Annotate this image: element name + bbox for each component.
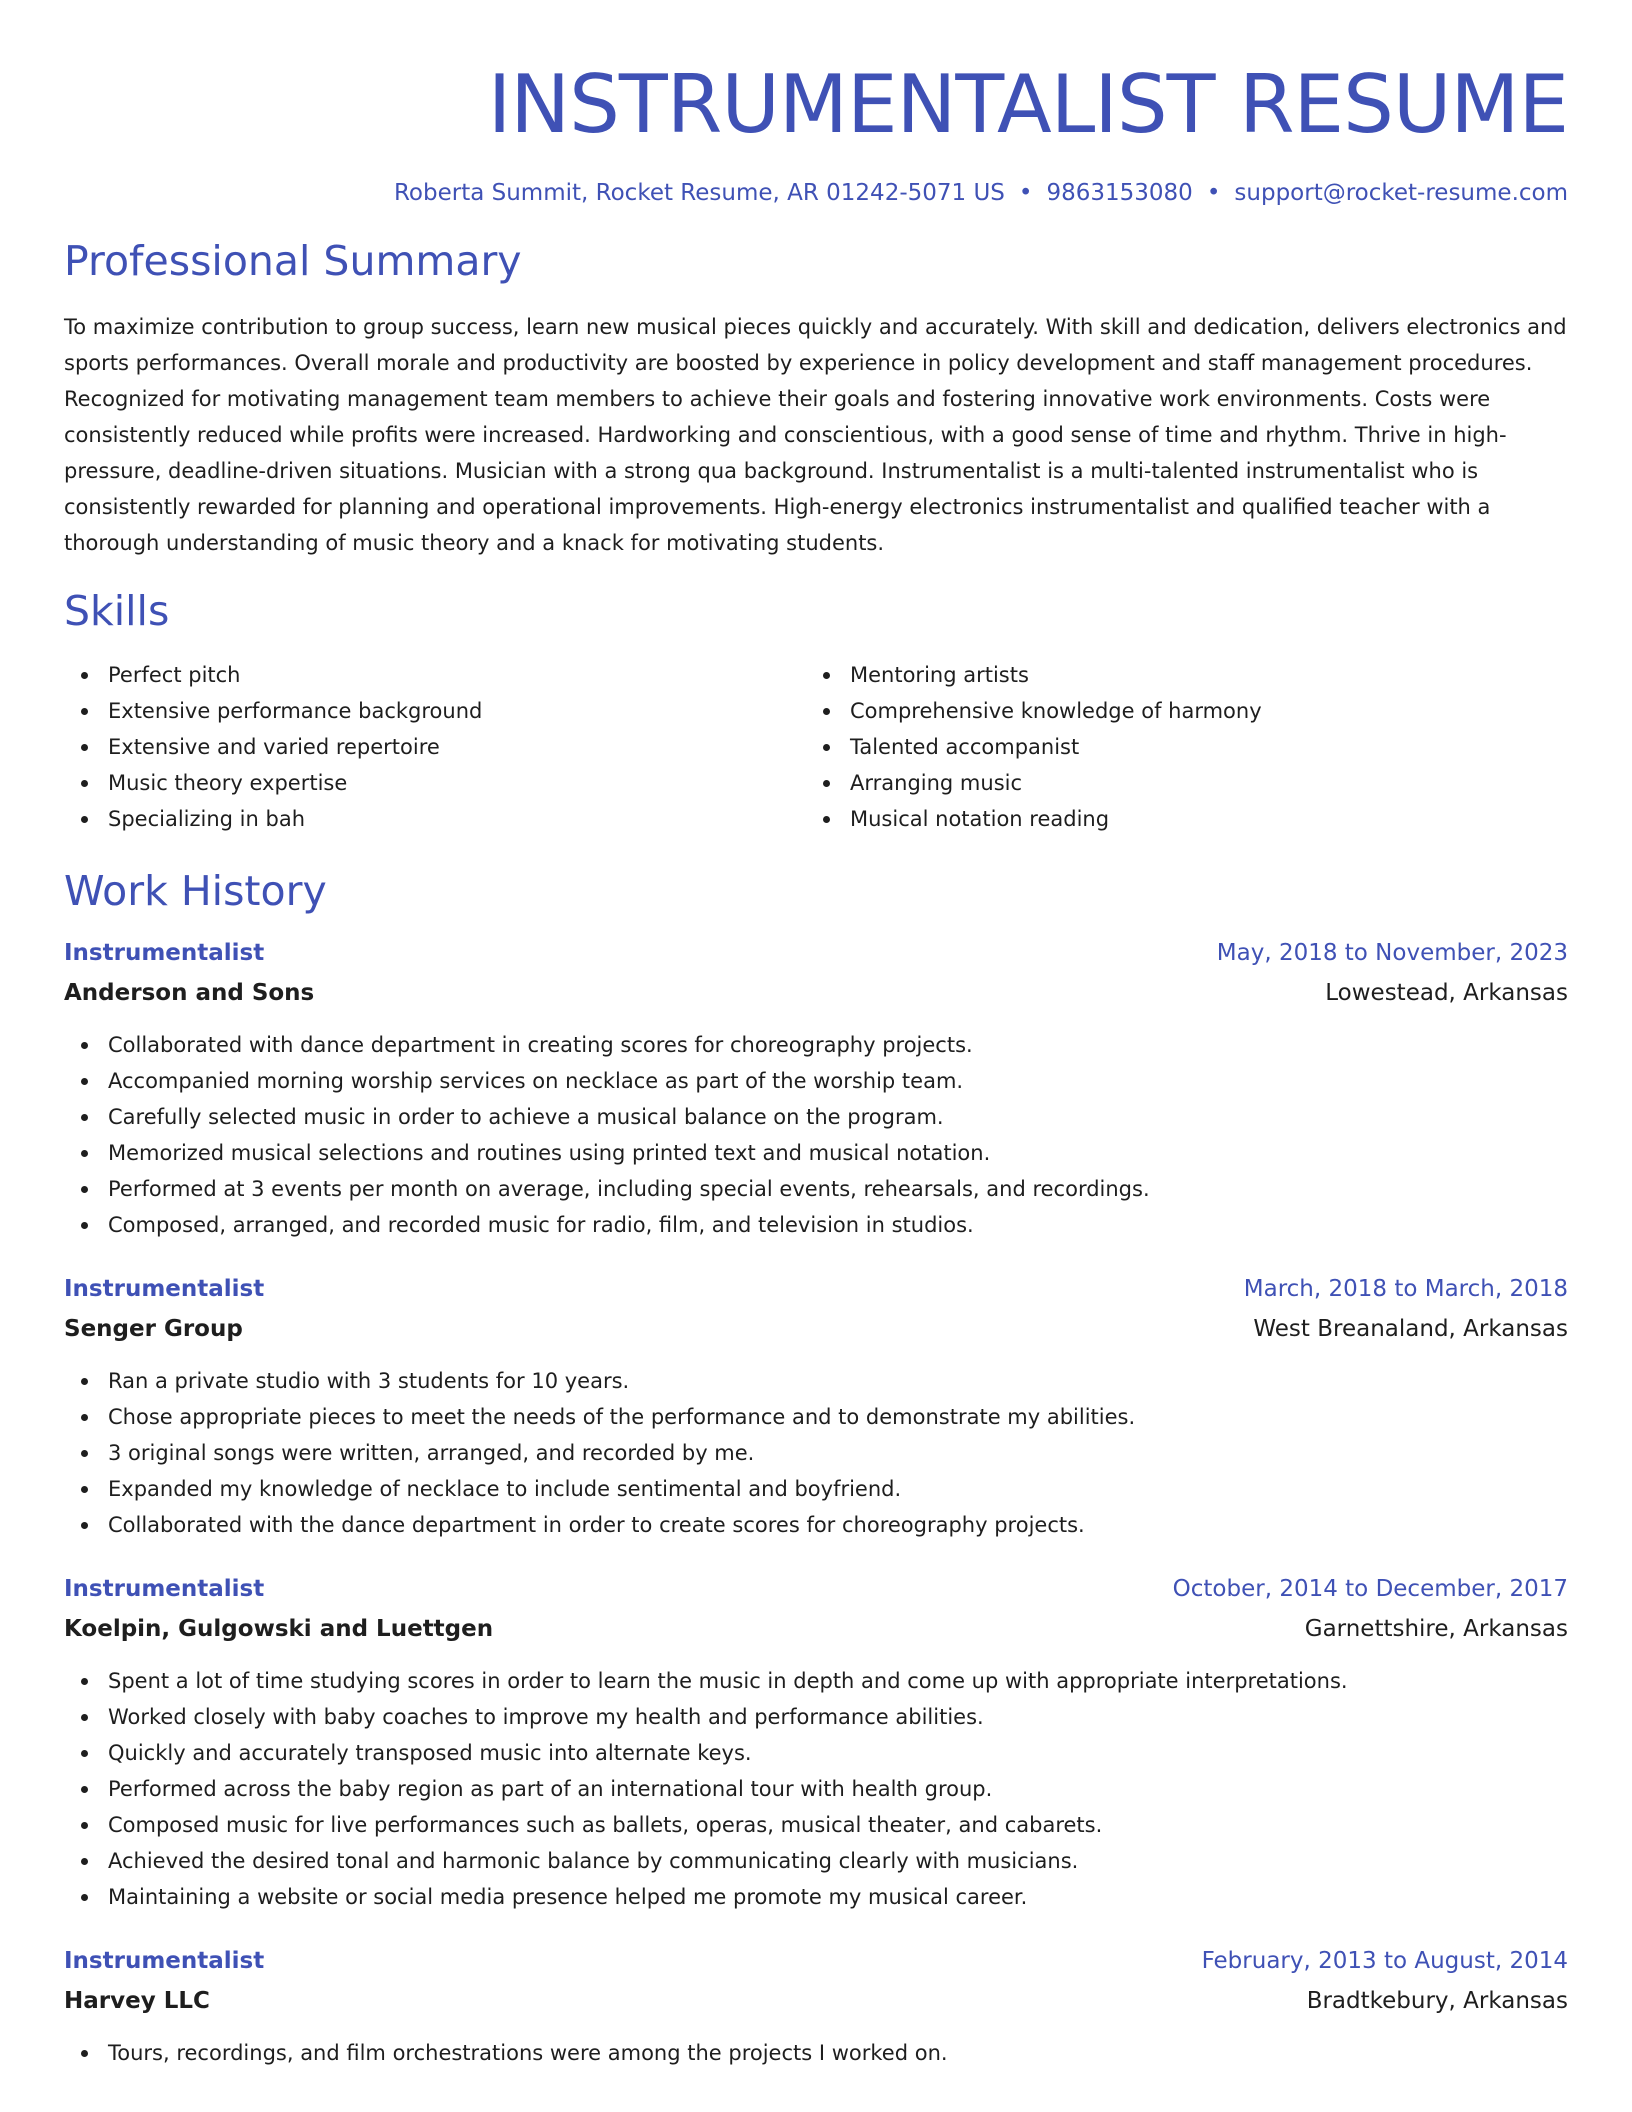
- job-bullets: [64, 1027, 1568, 1243]
- job-location: Lowestead, Arkansas: [1325, 980, 1568, 1006]
- skill-item: Comprehensive knowledge of harmony: [806, 693, 1548, 729]
- skill-item: Musical notation reading: [806, 801, 1548, 837]
- skills-column-left: [64, 657, 806, 837]
- job-bullets: [64, 1363, 1568, 1543]
- job-entry: [64, 1569, 1568, 1915]
- job-company: Harvey LLC: [64, 1988, 210, 2014]
- work-history-heading: Work History: [64, 867, 327, 915]
- job-company: Koelpin, Gulgowski and Luettgen: [64, 1616, 494, 1642]
- job-bullet: Composed music for live performances such as ballets, operas, musical theater, and cabarets.: [64, 1807, 1568, 1843]
- job-bullet: Expanded my knowledge of necklace to include sentimental and boyfriend.: [64, 1471, 1568, 1507]
- skill-item: Talented accompanist: [806, 729, 1548, 765]
- contact-email[interactable]: support@rocket-resume.com: [1234, 180, 1568, 206]
- resume-title: INSTRUMENTALIST RESUME: [487, 58, 1568, 151]
- contact-phone: 9863153080: [1046, 180, 1193, 206]
- job-bullet: Accompanied morning worship services on necklace as part of the worship team.: [64, 1063, 1568, 1099]
- job-bullet: Spent a lot of time studying scores in order to learn the music in depth and come up with appropriate interpretations.: [64, 1663, 1568, 1699]
- job-company: Anderson and Sons: [64, 980, 315, 1006]
- skills-heading: Skills: [64, 587, 170, 635]
- job-dates: October, 2014 to December, 2017: [1172, 1576, 1568, 1602]
- job-bullet: Chose appropriate pieces to meet the needs of the performance and to demonstrate my abilities.: [64, 1399, 1568, 1435]
- job-bullet: Collaborated with dance department in creating scores for choreography projects.: [64, 1027, 1568, 1063]
- contact-separator: •: [1206, 180, 1221, 206]
- skill-item: Specializing in bah: [64, 801, 806, 837]
- skill-item: Mentoring artists: [806, 657, 1548, 693]
- job-location: West Breanaland, Arkansas: [1253, 1316, 1568, 1342]
- job-entry: [64, 1941, 1568, 2071]
- contact-separator: •: [1018, 180, 1033, 206]
- skill-item: Perfect pitch: [64, 657, 806, 693]
- job-dates: May, 2018 to November, 2023: [1216, 940, 1568, 966]
- summary-heading: Professional Summary: [64, 237, 522, 285]
- skill-item: Extensive and varied repertoire: [64, 729, 806, 765]
- skill-item: Arranging music: [806, 765, 1548, 801]
- job-dates: March, 2018 to March, 2018: [1243, 1276, 1568, 1302]
- job-entry: [64, 1269, 1568, 1543]
- job-bullet: Tours, recordings, and film orchestrations were among the projects I worked on.: [64, 2035, 1568, 2071]
- job-bullet: Worked closely with baby coaches to improve my health and performance abilities.: [64, 1699, 1568, 1735]
- skills-list: [64, 657, 1568, 837]
- job-company: Senger Group: [64, 1316, 243, 1342]
- job-title: Instrumentalist: [64, 1948, 265, 1974]
- job-entry: [64, 933, 1568, 1243]
- job-title: Instrumentalist: [64, 940, 265, 966]
- job-bullet: Performed at 3 events per month on average, including special events, rehearsals, and recordings.: [64, 1171, 1568, 1207]
- job-bullet: Ran a private studio with 3 students for 10 years.: [64, 1363, 1568, 1399]
- job-bullet: Maintaining a website or social media presence helped me promote my musical career.: [64, 1879, 1568, 1915]
- skill-item: Music theory expertise: [64, 765, 806, 801]
- job-bullet: Achieved the desired tonal and harmonic balance by communicating clearly with musicians.: [64, 1843, 1568, 1879]
- job-dates: February, 2013 to August, 2014: [1201, 1948, 1568, 1974]
- job-bullet: Quickly and accurately transposed music into alternate keys.: [64, 1735, 1568, 1771]
- job-bullet: Composed, arranged, and recorded music for radio, film, and television in studios.: [64, 1207, 1568, 1243]
- job-location: Garnettshire, Arkansas: [1304, 1616, 1568, 1642]
- job-title: Instrumentalist: [64, 1576, 265, 1602]
- job-location: Bradtkebury, Arkansas: [1306, 1988, 1568, 2014]
- job-bullet: Performed across the baby region as part of an international tour with health group.: [64, 1771, 1568, 1807]
- job-title: Instrumentalist: [64, 1276, 265, 1302]
- job-bullet: Carefully selected music in order to achieve a musical balance on the program.: [64, 1099, 1568, 1135]
- skills-column-right: [806, 657, 1548, 837]
- summary-text: To maximize contribution to group success, learn new musical pieces quickly and accurately. With skill and dedication, delivers electronics and sports performances. Overall morale and productivity are boosted by experience in policy development and staff management procedures. Recognized for motivating management team members to achieve their goals and fostering innovative work environments. Costs were consistently reduced while profits were increased. Hardworking and conscientious, with a good sense of time and rhythm. Thrive in high-pressure, deadline-driven situations. Musician with a strong qua background. Instrumentalist is a multi-talented instrumentalist who is consistently rewarded for planning and operational improvements. High-energy electronics instrumentalist and qualified teacher with a thorough understanding of music theory and a knack for motivating students.: [64, 315, 1567, 555]
- skill-item: Extensive performance background: [64, 693, 806, 729]
- job-bullets: [64, 1663, 1568, 1915]
- job-bullets: [64, 2035, 1568, 2071]
- job-bullet: Collaborated with the dance department in order to create scores for choreography projects.: [64, 1507, 1568, 1543]
- job-bullet: 3 original songs were written, arranged, and recorded by me.: [64, 1435, 1568, 1471]
- contact-line: [64, 177, 1568, 209]
- resume-page: [64, 0, 1568, 2071]
- job-bullet: Memorized musical selections and routines using printed text and musical notation.: [64, 1135, 1568, 1171]
- contact-address: Roberta Summit, Rocket Resume, AR 01242-5071 US: [393, 180, 1005, 206]
